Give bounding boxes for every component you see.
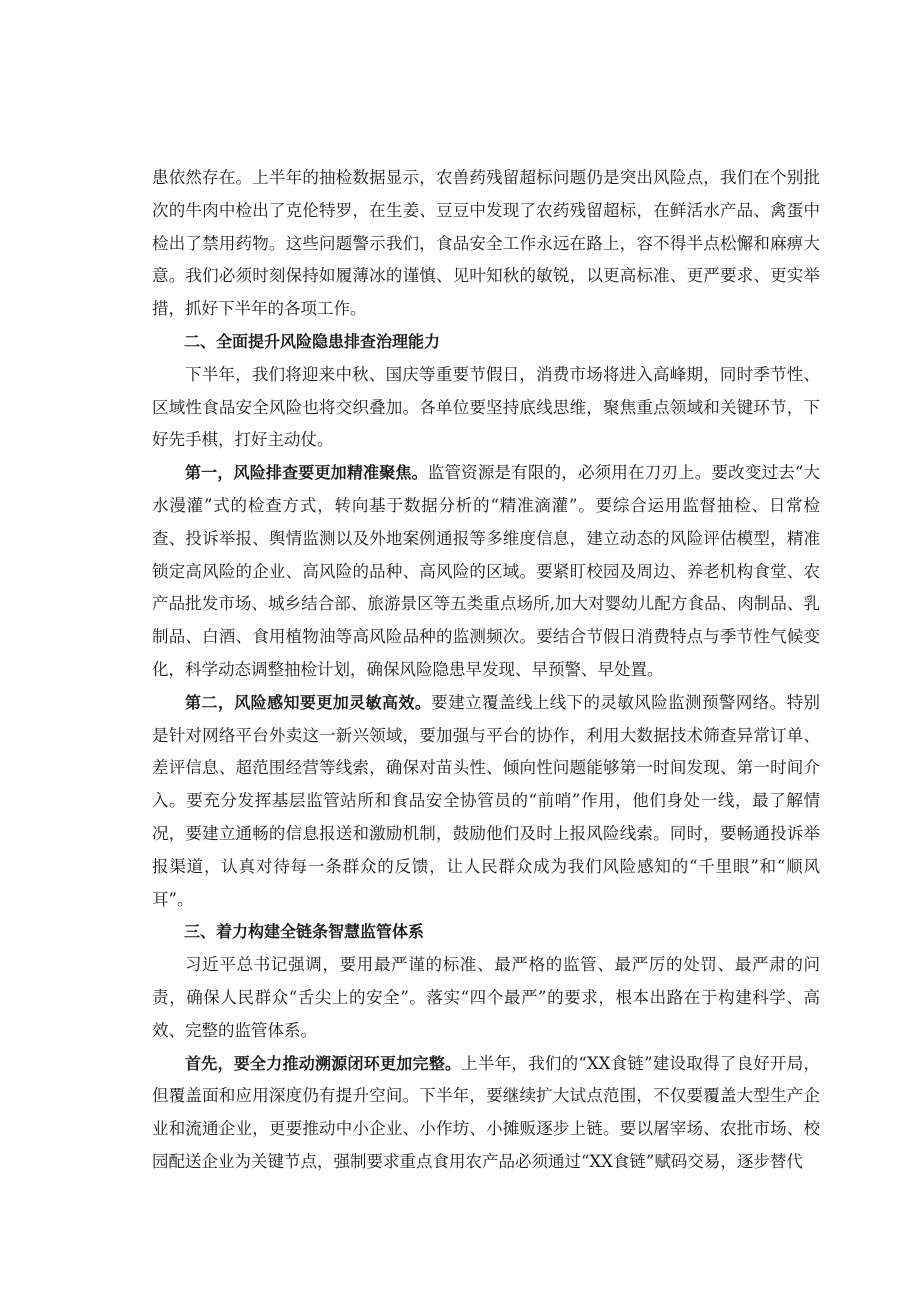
document-body (152, 162, 820, 1179)
paragraph-section2-intro: 下半年，我们将迎来中秋、国庆等重要节假日，消费市场将进入高峰期，同时季节性、区域性食品安全风险也将交织叠加。各单位要坚持底线思维，聚焦重点领域和关键环节，下好先手棋，打好主动仗。 (152, 364, 820, 450)
point2-body: 要建立覆盖线上线下的灵敏风险监测预警网络。特别是针对网络平台外卖这一新兴领域，要加强与平台的协作，利用大数据技术筛查异常订单、差评信息、超范围经营等线索，确保对苗头性、倾向性问题能够第一时间发现、第一时间介入。要充分发挥基层监管站所和食品安全协管员的“前哨”作用，他们身处一线，最了解情况，要建立通畅的信息报送和激励机制，鼓励他们及时上报风险线索。同时，要畅通投诉举报渠道，认真对待每一条群众的反馈，让人民群众成为我们风险感知的“千里眼”和“顺风耳”。 (152, 692, 820, 909)
section-heading-3: 三、着力构建全链条智慧监管体系 (184, 922, 425, 942)
paragraph-continuation: 患依然存在。上半年的抽检数据显示，农兽药残留超标问题仍是突出风险点，我们在个别批次的牛肉中检出了克伦特罗，在生姜、豆豆中发现了农药残留超标，在鲜活水产品、禽蛋中检出了禁用药物。这些问题警示我们，食品安全工作永远在路上，容不得半点松懈和麻痹大意。我们必须时刻保持如履薄冰的谨慎、见叶知秋的敏锐，以更高标准、更严要求、更实举措，抓好下半年的各项工作。 (152, 168, 820, 319)
paragraph-point3 (152, 1048, 820, 1179)
section-heading-2: 二、全面提升风险隐患排查治理能力 (184, 331, 441, 351)
point3-body: 上半年，我们的“XX食链”建设取得了良好开局，但覆盖面和应用深度仍有提升空间。下半年，要继续扩大试点范围，不仅要覆盖大型生产企业和流通企业，更要推动中小企业、小作坊、小摊贩逐步上链。要以屠宰场、农批市场、校园配送企业为关键节点，强制要求重点食用农产品必须通过“XX食链”赋码交易，逐步替代 (152, 1053, 820, 1171)
point1-lead: 第一，风险排查要更加精准聚焦。 (185, 463, 428, 483)
paragraph-point2 (152, 687, 820, 917)
paragraph-point1 (152, 457, 820, 687)
point2-lead: 第二，风险感知要更加灵敏高效。 (185, 692, 432, 712)
paragraph-section3-intro: 习近平总书记强调，要用最严谨的标准、最严格的监管、最严厉的处罚、最严肃的问责，确保人民群众“舌尖上的安全”。落实“四个最严”的要求，根本出路在于构建科学、高效、完整的监管体系。 (152, 955, 820, 1040)
point3-lead: 首先，要全力推动溯源闭环更加完整。 (185, 1053, 462, 1073)
point1-body: 监管资源是有限的，必须用在刀刃上。要改变过去“大水漫灌”式的检查方式，转向基于数据分析的“精准滴灌”。要综合运用监督抽检、日常检查、投诉举报、舆情监测以及外地案例通报等多维度信息，建立动态的风险评估模型，精准锁定高风险的企业、高风险的品种、高风险的区域。要紧盯校园及周边、养老机构食堂、农产品批发市场、城乡结合部、旅游景区等五类重点场所,加大对婴幼儿配方食品、肉制品、乳制品、白酒、食用植物油等高风险品种的监测频次。要结合节假日消费特点与季节性气候变化，科学动态调整抽检计划，确保风险隐患早发现、早预警、早处置。 (152, 463, 820, 679)
